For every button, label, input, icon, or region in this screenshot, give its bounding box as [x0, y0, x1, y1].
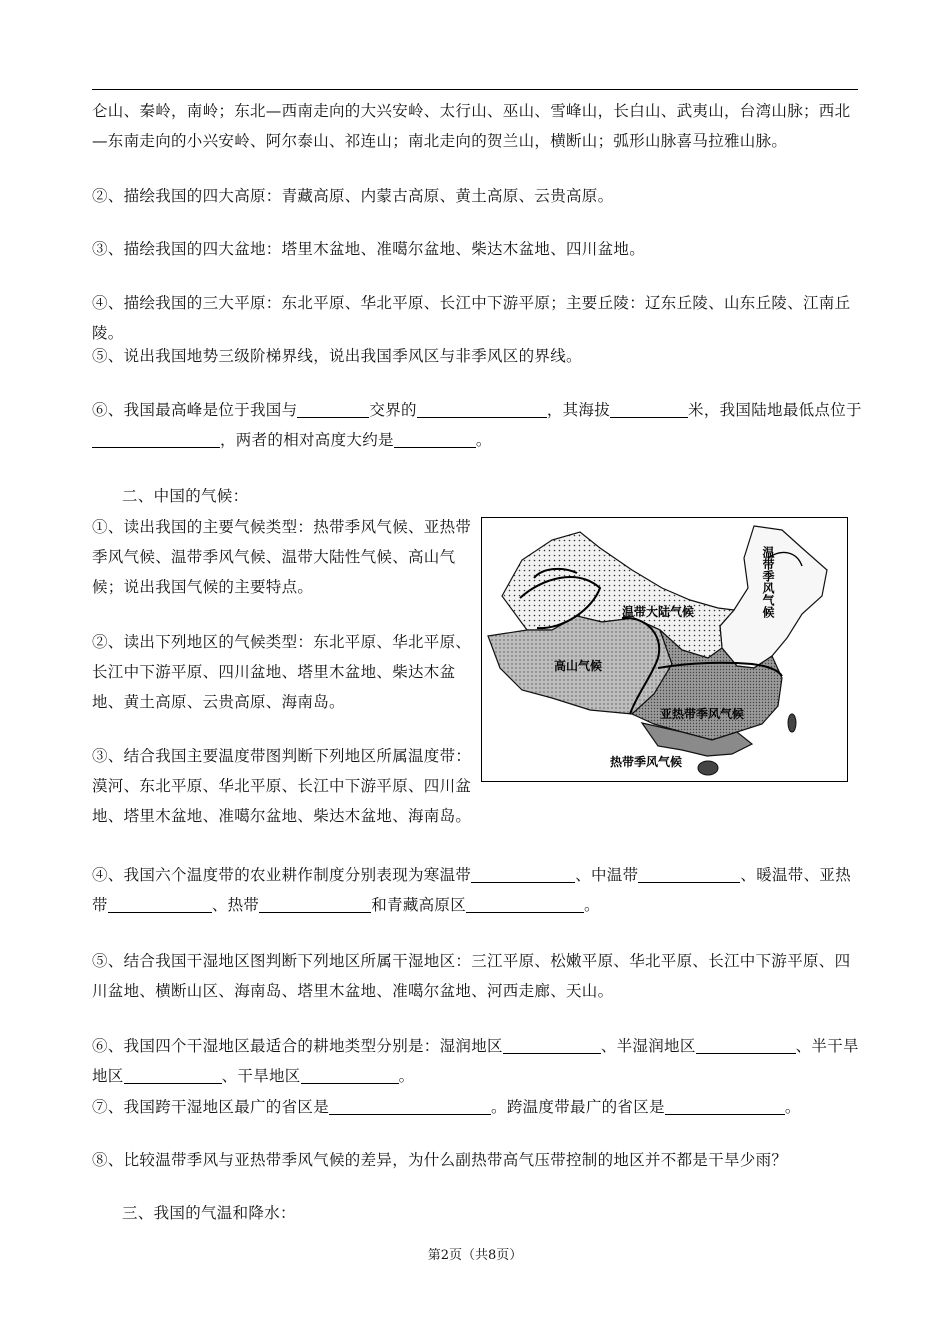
highest-peak-item: ⑥、我国最高峰是位于我国与 交界的 ，其海拔 米，我国陆地最低点位于，两者的相对高度大约是 。 [92, 401, 862, 449]
blank-mid-temperate[interactable] [638, 864, 740, 883]
blank-peak[interactable] [417, 399, 547, 418]
section-three-heading: 三、我国的气温和降水： [122, 1204, 296, 1222]
region-climate-item: ②、读出下列地区的气候类型：东北平原、华北平原、长江中下游平原、四川盆地、塔里木盆地、柴达木盆地、黄土高原、云贵高原、海南岛。 [92, 633, 472, 711]
taiwan-island [788, 714, 796, 732]
monsoon-comparison-item: ⑧、比较温带季风与亚热带季风气候的差异，为什么副热带高气压带控制的地区并不都是干旱少雨？ [92, 1151, 788, 1169]
blank-tropical[interactable] [259, 894, 371, 913]
hainan-island [698, 761, 718, 775]
terrain-steps-item: ⑤、说出我国地势三级阶梯界线，说出我国季风区与非季风区的界线。 [92, 347, 582, 365]
blank-semi-arid[interactable] [124, 1065, 222, 1084]
blank-altitude[interactable] [610, 399, 688, 418]
label-tropical-monsoon: 热带季风气候 [610, 755, 683, 769]
blank-temperature-province[interactable] [665, 1096, 785, 1115]
blank-qinghai-tibet[interactable] [466, 894, 584, 913]
plateaus-item: ②、描绘我国的四大高原：青藏高原、内蒙古高原、黄土高原、云贵高原。 [92, 187, 614, 205]
header-rule [92, 89, 858, 90]
page-number: 第2页（共8页） [427, 1248, 523, 1263]
blank-semi-humid[interactable] [696, 1035, 796, 1054]
widest-province-item: ⑦、我国跨干湿地区最广的省区是 。跨温度带最广的省区是 。 [92, 1098, 801, 1116]
section-two-heading: 二、中国的气候： [122, 487, 249, 505]
label-subtropical-monsoon: 亚热带季风气候 [660, 707, 745, 721]
label-highland: 高山气候 [554, 659, 603, 673]
blank-country[interactable] [297, 399, 369, 418]
plains-item: ④、描绘我国的三大平原：东北平原、华北平原、长江中下游平原；主要丘陵：辽东丘陵、山东丘陵、江南丘陵。 [92, 294, 851, 342]
dry-wet-regions-item: ⑤、结合我国干湿地区图判断下列地区所属干湿地区：三江平原、松嫩平原、华北平原、长江中下游平原、四川盆地、横断山区、海南岛、塔里木盆地、准噶尔盆地、河西走廊、天山。 [92, 952, 851, 1000]
blank-subtropical[interactable] [108, 894, 212, 913]
basins-item: ③、描绘我国的四大盆地：塔里木盆地、准噶尔盆地、柴达木盆地、四川盆地。 [92, 240, 646, 258]
china-climate-map [481, 517, 848, 782]
blank-cold-temperate[interactable] [471, 864, 575, 883]
blank-dry-wet-province[interactable] [329, 1096, 491, 1115]
blank-lowest-point[interactable] [92, 429, 220, 448]
label-temperate-continental: 温带大陆气候 [622, 605, 695, 619]
climate-types-item: ①、读出我国的主要气候类型：热带季风气候、亚热带季风气候、温带季风气候、温带大陆性气候、高山气候；说出我国气候的主要特点。 [92, 518, 472, 596]
farming-systems-item: ④、我国六个温度带的农业耕作制度分别表现为寒温带 、中温带 、暖温带、亚热带 、热带 和青藏高原区 。 [92, 866, 852, 914]
climate-map-svg [482, 518, 847, 781]
blank-humid[interactable] [503, 1035, 601, 1054]
label-temperate-monsoon: 温带季风气候 [761, 546, 775, 618]
blank-relative-height[interactable] [394, 429, 476, 448]
temperature-zones-item-a: ③、结合我国主要温度带图判断下列地区所属温度带：漠河、东北平原、华北平原、长江中下游平原、四川盆地、塔里木盆地、准噶尔盆地、柴达木盆地、海南岛。 [92, 747, 472, 825]
blank-arid[interactable] [301, 1065, 399, 1084]
farmland-types-item: ⑥、我国四个干湿地区最适合的耕地类型分别是：湿润地区 、半湿润地区 、半干旱地区 、干旱地区 。 [92, 1037, 859, 1085]
mountains-paragraph: 仑山、秦岭，南岭；东北—西南走向的大兴安岭、太行山、巫山、雪峰山，长白山、武夷山，台湾山脉；西北—东南走向的小兴安岭、阿尔泰山、祁连山；南北走向的贺兰山，横断山；弧形山脉喜马拉雅山脉。 [92, 102, 851, 150]
